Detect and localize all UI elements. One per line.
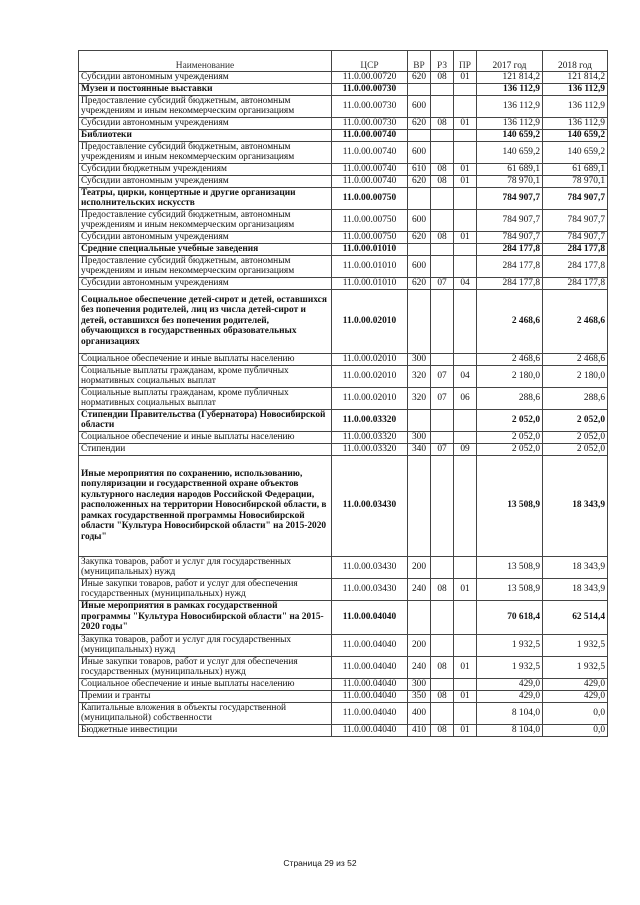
row-rz	[431, 83, 454, 95]
row-pr: 01	[454, 163, 477, 175]
row-pr	[454, 455, 477, 556]
table-row	[79, 289, 608, 353]
row-value-2018: 284 177,8	[543, 243, 608, 255]
row-pr: 01	[454, 175, 477, 187]
row-csr: 11.0.00.03430	[332, 578, 408, 600]
row-vr	[408, 455, 431, 556]
row-csr: 11.0.00.04040	[332, 678, 408, 690]
row-value-2018: 2 052,0	[543, 409, 608, 431]
table-row	[79, 387, 608, 409]
row-name: Иные мероприятия по сохранению, использованию, популяризации и государственной охране объектов культурного наследия народов Российской Федерации, расположенных на территории Новосибирской области, в рамках государственной программы Новосибирской области "Культура Новосибирской области" на 2015-2020 годы"	[79, 455, 332, 556]
table-row	[79, 129, 608, 141]
row-value-2018: 2 180,0	[543, 365, 608, 387]
row-csr: 11.0.00.00740	[332, 129, 408, 141]
row-csr: 11.0.00.00740	[332, 175, 408, 187]
row-csr: 11.0.00.04040	[332, 690, 408, 702]
row-value-2017: 1 932,5	[477, 656, 543, 678]
row-vr: 610	[408, 163, 431, 175]
row-rz	[431, 556, 454, 578]
row-csr: 11.0.00.01010	[332, 277, 408, 289]
header-pr: ПР	[454, 51, 477, 72]
row-name: Субсидии автономным учреждениям	[79, 175, 332, 187]
row-pr: 04	[454, 365, 477, 387]
row-pr	[454, 431, 477, 443]
row-pr	[454, 353, 477, 365]
row-name: Субсидии бюджетным учреждениям	[79, 163, 332, 175]
table-row	[79, 353, 608, 365]
row-csr: 11.0.00.00750	[332, 187, 408, 209]
row-pr	[454, 702, 477, 724]
row-vr	[408, 289, 431, 353]
row-vr	[408, 600, 431, 634]
row-pr	[454, 209, 477, 231]
row-csr: 11.0.00.02010	[332, 289, 408, 353]
row-vr: 240	[408, 656, 431, 678]
row-value-2017: 8 104,0	[477, 724, 543, 736]
row-vr	[408, 243, 431, 255]
row-vr: 320	[408, 365, 431, 387]
row-value-2018: 136 112,9	[543, 95, 608, 117]
row-vr: 600	[408, 255, 431, 277]
row-value-2017: 2 052,0	[477, 409, 543, 431]
row-value-2018: 0,0	[543, 702, 608, 724]
table-row	[79, 117, 608, 129]
row-value-2018: 1 932,5	[543, 634, 608, 656]
table-row	[79, 243, 608, 255]
row-value-2018: 121 814,2	[543, 72, 608, 84]
row-csr: 11.0.00.03320	[332, 431, 408, 443]
row-value-2017: 136 112,9	[477, 95, 543, 117]
table-row	[79, 690, 608, 702]
row-name: Стипендии	[79, 443, 332, 455]
table-row	[79, 163, 608, 175]
row-csr: 11.0.00.04040	[332, 656, 408, 678]
row-vr: 600	[408, 95, 431, 117]
row-value-2017: 136 112,9	[477, 83, 543, 95]
table-row	[79, 578, 608, 600]
row-vr: 400	[408, 702, 431, 724]
table-row	[79, 175, 608, 187]
row-value-2018: 784 907,7	[543, 209, 608, 231]
row-value-2018: 61 689,1	[543, 163, 608, 175]
row-rz: 07	[431, 387, 454, 409]
row-pr: 04	[454, 277, 477, 289]
row-vr: 200	[408, 556, 431, 578]
row-value-2017: 284 177,8	[477, 277, 543, 289]
row-name: Иные закупки товаров, работ и услуг для обеспечения государственных (муниципальных) нужд	[79, 578, 332, 600]
table-header-row	[79, 51, 608, 72]
row-rz: 07	[431, 365, 454, 387]
row-name: Социальное обеспечение детей-сирот и детей, оставшихся без попечения родителей, лиц из числа детей-сирот и детей, оставшихся без попечения родителей, обучающихся в государственных образовательных организациях	[79, 289, 332, 353]
row-name: Субсидии автономным учреждениям	[79, 231, 332, 243]
row-csr: 11.0.00.03430	[332, 455, 408, 556]
row-name: Предоставление субсидий бюджетным, автономным учреждениям и иным некоммерческим организациям	[79, 255, 332, 277]
table-row	[79, 702, 608, 724]
row-value-2018: 136 112,9	[543, 117, 608, 129]
row-vr: 350	[408, 690, 431, 702]
row-rz	[431, 243, 454, 255]
header-rz: РЗ	[431, 51, 454, 72]
row-rz: 08	[431, 72, 454, 84]
row-vr: 320	[408, 387, 431, 409]
row-vr	[408, 83, 431, 95]
table-row	[79, 72, 608, 84]
row-vr: 300	[408, 678, 431, 690]
row-csr: 11.0.00.02010	[332, 353, 408, 365]
row-value-2017: 784 907,7	[477, 231, 543, 243]
row-csr: 11.0.00.03320	[332, 443, 408, 455]
row-rz	[431, 634, 454, 656]
row-rz	[431, 702, 454, 724]
row-name: Библиотеки	[79, 129, 332, 141]
row-value-2018: 2 468,6	[543, 353, 608, 365]
row-name: Капитальные вложения в объекты государственной (муниципальной) собственности	[79, 702, 332, 724]
row-csr: 11.0.00.01010	[332, 255, 408, 277]
table-row	[79, 95, 608, 117]
row-csr: 11.0.00.04040	[332, 702, 408, 724]
row-value-2018: 784 907,7	[543, 187, 608, 209]
row-vr: 620	[408, 175, 431, 187]
row-vr	[408, 129, 431, 141]
row-value-2017: 136 112,9	[477, 117, 543, 129]
header-2017: 2017 год	[477, 51, 543, 72]
row-rz: 08	[431, 656, 454, 678]
row-pr	[454, 409, 477, 431]
row-value-2018: 1 932,5	[543, 656, 608, 678]
row-pr	[454, 95, 477, 117]
row-value-2018: 62 514,4	[543, 600, 608, 634]
row-value-2018: 136 112,9	[543, 83, 608, 95]
table-row	[79, 634, 608, 656]
row-name: Социальное обеспечение и иные выплаты населению	[79, 678, 332, 690]
row-value-2018: 784 907,7	[543, 231, 608, 243]
row-name: Бюджетные инвестиции	[79, 724, 332, 736]
row-vr: 600	[408, 209, 431, 231]
row-value-2017: 2 052,0	[477, 431, 543, 443]
row-vr	[408, 187, 431, 209]
row-rz	[431, 289, 454, 353]
row-vr: 620	[408, 72, 431, 84]
row-rz	[431, 353, 454, 365]
table-row	[79, 431, 608, 443]
row-pr	[454, 141, 477, 163]
row-name: Субсидии автономным учреждениям	[79, 117, 332, 129]
row-value-2018: 18 343,9	[543, 578, 608, 600]
row-value-2018: 140 659,2	[543, 129, 608, 141]
row-value-2018: 2 052,0	[543, 443, 608, 455]
row-pr: 01	[454, 690, 477, 702]
row-value-2017: 13 508,9	[477, 556, 543, 578]
row-rz	[431, 455, 454, 556]
row-value-2018: 284 177,8	[543, 277, 608, 289]
row-name: Предоставление субсидий бюджетным, автономным учреждениям и иным некоммерческим организациям	[79, 95, 332, 117]
row-rz	[431, 431, 454, 443]
row-name: Социальное обеспечение и иные выплаты населению	[79, 431, 332, 443]
table-row	[79, 255, 608, 277]
row-rz	[431, 600, 454, 634]
row-pr	[454, 83, 477, 95]
row-csr: 11.0.00.00720	[332, 72, 408, 84]
row-value-2017: 284 177,8	[477, 243, 543, 255]
row-value-2018: 18 343,9	[543, 556, 608, 578]
table-row	[79, 724, 608, 736]
row-name: Средние специальные учебные заведения	[79, 243, 332, 255]
row-rz	[431, 141, 454, 163]
row-value-2017: 8 104,0	[477, 702, 543, 724]
row-rz: 07	[431, 277, 454, 289]
row-value-2017: 78 970,1	[477, 175, 543, 187]
row-vr: 620	[408, 277, 431, 289]
row-value-2017: 429,0	[477, 678, 543, 690]
header-2018: 2018 год	[543, 51, 608, 72]
row-csr: 11.0.00.00740	[332, 141, 408, 163]
row-name: Театры, цирки, концертные и другие организации исполнительских искусств	[79, 187, 332, 209]
row-value-2017: 140 659,2	[477, 141, 543, 163]
row-value-2017: 284 177,8	[477, 255, 543, 277]
row-name: Иные мероприятия в рамках государственной программы "Культура Новосибирской области" на 2015-2020 годы"	[79, 600, 332, 634]
header-csr: ЦСР	[332, 51, 408, 72]
row-csr: 11.0.00.00730	[332, 83, 408, 95]
row-csr: 11.0.00.02010	[332, 365, 408, 387]
table-row	[79, 556, 608, 578]
row-rz	[431, 129, 454, 141]
row-csr: 11.0.00.02010	[332, 387, 408, 409]
row-vr: 340	[408, 443, 431, 455]
row-value-2018: 140 659,2	[543, 141, 608, 163]
row-pr	[454, 634, 477, 656]
row-value-2017: 70 618,4	[477, 600, 543, 634]
row-pr	[454, 187, 477, 209]
row-name: Социальные выплаты гражданам, кроме публичных нормативных социальных выплат	[79, 365, 332, 387]
row-csr: 11.0.00.04040	[332, 634, 408, 656]
row-pr	[454, 556, 477, 578]
row-csr: 11.0.00.04040	[332, 724, 408, 736]
row-value-2018: 284 177,8	[543, 255, 608, 277]
row-rz: 08	[431, 231, 454, 243]
table-row	[79, 231, 608, 243]
row-vr: 240	[408, 578, 431, 600]
row-name: Закупка товаров, работ и услуг для государственных (муниципальных) нужд	[79, 556, 332, 578]
row-value-2018: 429,0	[543, 678, 608, 690]
row-csr: 11.0.00.00730	[332, 95, 408, 117]
row-rz	[431, 209, 454, 231]
row-rz: 08	[431, 163, 454, 175]
row-csr: 11.0.00.04040	[332, 600, 408, 634]
row-csr: 11.0.00.00750	[332, 209, 408, 231]
row-pr	[454, 678, 477, 690]
row-pr	[454, 289, 477, 353]
row-vr: 300	[408, 353, 431, 365]
row-vr: 620	[408, 117, 431, 129]
row-value-2017: 121 814,2	[477, 72, 543, 84]
row-name: Музеи и постоянные выставки	[79, 83, 332, 95]
row-rz	[431, 95, 454, 117]
row-csr: 11.0.00.00730	[332, 117, 408, 129]
row-pr: 01	[454, 724, 477, 736]
row-value-2017: 2 468,6	[477, 353, 543, 365]
row-name: Предоставление субсидий бюджетным, автономным учреждениям и иным некоммерческим организациям	[79, 209, 332, 231]
row-name: Закупка товаров, работ и услуг для государственных (муниципальных) нужд	[79, 634, 332, 656]
row-rz: 08	[431, 690, 454, 702]
row-value-2017: 784 907,7	[477, 187, 543, 209]
row-value-2017: 784 907,7	[477, 209, 543, 231]
budget-table	[78, 50, 608, 737]
page-footer: Страница 29 из 52	[283, 858, 357, 868]
table-row	[79, 678, 608, 690]
row-name: Субсидии автономным учреждениям	[79, 72, 332, 84]
row-rz	[431, 409, 454, 431]
row-rz: 08	[431, 175, 454, 187]
row-value-2017: 2 052,0	[477, 443, 543, 455]
row-value-2017: 13 508,9	[477, 455, 543, 556]
row-value-2017: 429,0	[477, 690, 543, 702]
row-value-2018: 2 052,0	[543, 431, 608, 443]
row-vr: 600	[408, 141, 431, 163]
row-rz: 08	[431, 578, 454, 600]
row-rz: 08	[431, 117, 454, 129]
row-pr: 01	[454, 578, 477, 600]
row-value-2017: 288,6	[477, 387, 543, 409]
row-value-2017: 1 932,5	[477, 634, 543, 656]
row-pr: 01	[454, 117, 477, 129]
table-row	[79, 83, 608, 95]
row-value-2017: 2 180,0	[477, 365, 543, 387]
row-csr: 11.0.00.00750	[332, 231, 408, 243]
row-csr: 11.0.00.03320	[332, 409, 408, 431]
row-value-2017: 13 508,9	[477, 578, 543, 600]
row-csr: 11.0.00.03430	[332, 556, 408, 578]
row-rz	[431, 187, 454, 209]
table-row	[79, 455, 608, 556]
header-name: Наименование	[79, 51, 332, 72]
row-value-2018: 0,0	[543, 724, 608, 736]
table-row	[79, 277, 608, 289]
row-name: Премии и гранты	[79, 690, 332, 702]
row-rz	[431, 255, 454, 277]
row-value-2018: 2 468,6	[543, 289, 608, 353]
table-row	[79, 365, 608, 387]
row-pr: 06	[454, 387, 477, 409]
row-name: Субсидии автономным учреждениям	[79, 277, 332, 289]
row-name: Социальное обеспечение и иные выплаты населению	[79, 353, 332, 365]
row-rz: 07	[431, 443, 454, 455]
row-pr: 01	[454, 72, 477, 84]
row-value-2018: 18 343,9	[543, 455, 608, 556]
row-pr	[454, 600, 477, 634]
row-pr: 01	[454, 656, 477, 678]
row-pr: 09	[454, 443, 477, 455]
row-name: Иные закупки товаров, работ и услуг для обеспечения государственных (муниципальных) нужд	[79, 656, 332, 678]
row-value-2017: 2 468,6	[477, 289, 543, 353]
table-row	[79, 141, 608, 163]
header-vr: ВР	[408, 51, 431, 72]
row-name: Стипендии Правительства (Губернатора) Новосибирской области	[79, 409, 332, 431]
table-row	[79, 656, 608, 678]
row-pr	[454, 129, 477, 141]
row-value-2018: 288,6	[543, 387, 608, 409]
row-name: Предоставление субсидий бюджетным, автономным учреждениям и иным некоммерческим организациям	[79, 141, 332, 163]
row-value-2017: 61 689,1	[477, 163, 543, 175]
row-vr: 200	[408, 634, 431, 656]
table-row	[79, 409, 608, 431]
row-rz: 08	[431, 724, 454, 736]
row-pr	[454, 243, 477, 255]
row-value-2017: 140 659,2	[477, 129, 543, 141]
row-value-2018: 78 970,1	[543, 175, 608, 187]
row-vr: 620	[408, 231, 431, 243]
row-pr	[454, 255, 477, 277]
table-row	[79, 209, 608, 231]
row-rz	[431, 678, 454, 690]
table-row	[79, 600, 608, 634]
table-row	[79, 443, 608, 455]
row-vr: 410	[408, 724, 431, 736]
row-vr: 300	[408, 431, 431, 443]
table-row	[79, 187, 608, 209]
row-value-2018: 429,0	[543, 690, 608, 702]
row-csr: 11.0.00.01010	[332, 243, 408, 255]
row-name: Социальные выплаты гражданам, кроме публичных нормативных социальных выплат	[79, 387, 332, 409]
row-csr: 11.0.00.00740	[332, 163, 408, 175]
row-vr	[408, 409, 431, 431]
row-pr: 01	[454, 231, 477, 243]
